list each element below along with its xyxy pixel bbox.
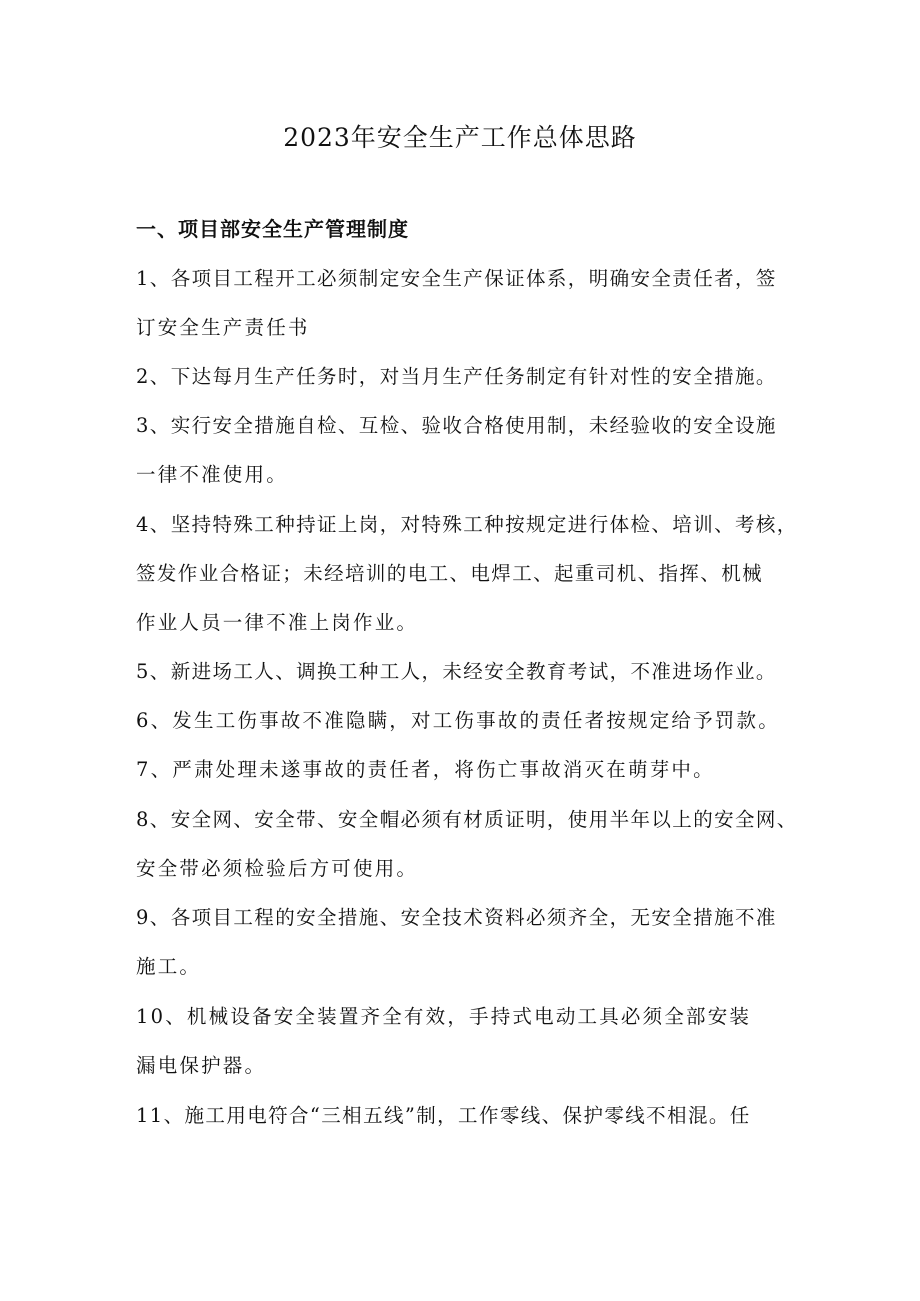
paragraph-line: 订安全生产责任书 — [136, 316, 310, 339]
paragraph-line: 5、新进场工人、调换工种工人，未经安全教育考试，不准进场作业。 — [136, 660, 777, 683]
document-title: 2023年安全生产工作总体思路 — [283, 123, 637, 152]
paragraph-line: 施工。 — [136, 955, 202, 978]
paragraph-line: 1、各项目工程开工必须制定安全生产保证体系，明确安全责任者，签 — [136, 267, 777, 290]
paragraph-line: 7、严肃处理未遂事故的责任者，将伤亡事故消灭在萌芽中。 — [136, 758, 715, 781]
section-heading: 一、项目部安全生产管理制度 — [136, 217, 409, 241]
paragraph-line: 10、机械设备安全装置齐全有效，手持式电动工具必须全部安装 — [136, 1005, 752, 1028]
paragraph-line: 安全带必须检验后方可使用。 — [136, 857, 419, 880]
paragraph-line: 2、下达每月生产任务时，对当月生产任务制定有针对性的安全措施。 — [136, 365, 777, 388]
paragraph-line: 8、安全网、安全带、安全帽必须有材质证明，使用半年以上的安全网、 — [136, 808, 798, 831]
paragraph-line: 作业人员一律不准上岗作业。 — [136, 611, 419, 634]
paragraph-line: 漏电保护器。 — [136, 1054, 267, 1077]
paragraph-line: 3、实行安全措施自检、互检、验收合格使用制，未经验收的安全设施 — [136, 414, 777, 437]
paragraph-line: 签发作业合格证；未经培训的电工、电焊工、起重司机、指挥、机械 — [136, 562, 764, 585]
paragraph-line: 6、发生工伤事故不准隐瞒，对工伤事故的责任者按规定给予罚款。 — [136, 709, 780, 732]
paragraph-line: 9、各项目工程的安全措施、安全技术资料必须齐全，无安全措施不准 — [136, 906, 777, 929]
paragraph-line: 4、坚持特殊工种持证上岗，对特殊工种按规定进行体检、培训、考核， — [136, 513, 798, 536]
paragraph-line: 一律不准使用。 — [136, 463, 288, 486]
paragraph-line: 11、施工用电符合“三相五线”制，工作零线、保护零线不相混。任 — [136, 1104, 751, 1127]
